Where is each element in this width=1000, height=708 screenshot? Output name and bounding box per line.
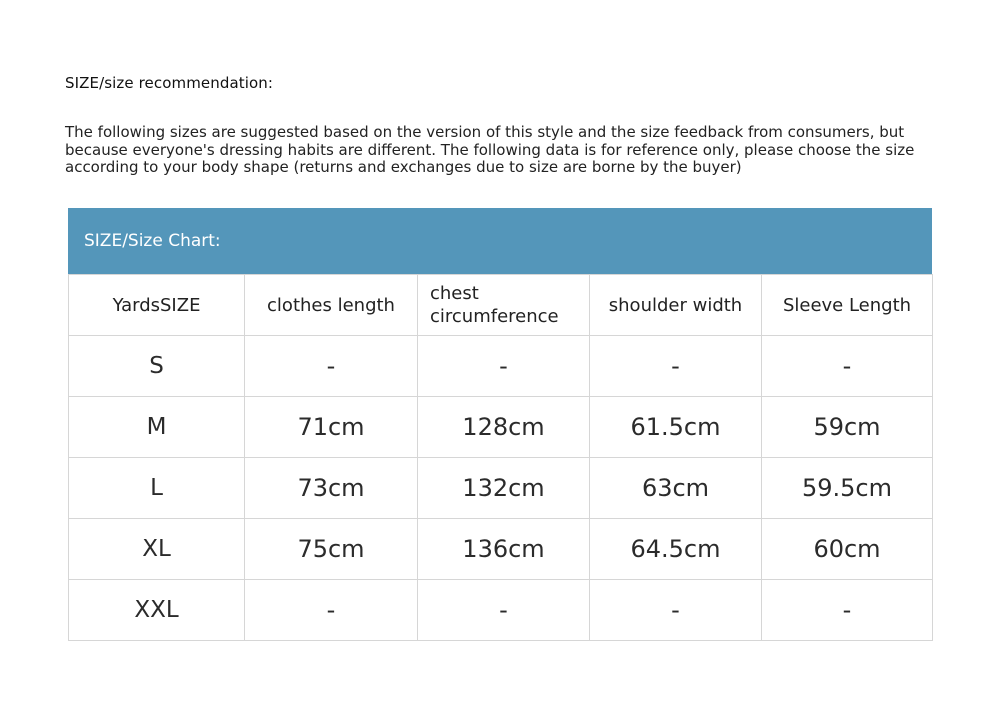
clothes-length-cell: 71cm xyxy=(245,397,418,458)
chest-cell: 136cm xyxy=(418,519,590,580)
size-cell: XL xyxy=(69,519,245,580)
shoulder-cell: 61.5cm xyxy=(590,397,762,458)
chest-cell: 128cm xyxy=(418,397,590,458)
chest-cell: - xyxy=(418,336,590,397)
clothes-length-cell: 75cm xyxy=(245,519,418,580)
sleeve-cell: 59.5cm xyxy=(762,458,933,519)
sleeve-cell: 59cm xyxy=(762,397,933,458)
header-size: YardsSIZE xyxy=(69,275,245,336)
size-cell: S xyxy=(69,336,245,397)
clothes-length-cell: - xyxy=(245,336,418,397)
table-row xyxy=(69,519,933,580)
shoulder-cell: 63cm xyxy=(590,458,762,519)
shoulder-cell: - xyxy=(590,336,762,397)
clothes-length-cell: - xyxy=(245,580,418,641)
table-header-row xyxy=(69,275,933,336)
size-chart xyxy=(68,208,932,641)
table-row xyxy=(69,397,933,458)
header-sleeve-length: Sleeve Length xyxy=(762,275,933,336)
sleeve-cell: - xyxy=(762,336,933,397)
size-cell: XXL xyxy=(69,580,245,641)
size-chart-title: SIZE/Size Chart: xyxy=(68,208,932,274)
size-cell: L xyxy=(69,458,245,519)
header-shoulder-width: shoulder width xyxy=(590,275,762,336)
header-chest-circumference: chest circumference xyxy=(418,275,590,336)
chest-cell: 132cm xyxy=(418,458,590,519)
chest-cell: - xyxy=(418,580,590,641)
size-table xyxy=(68,274,933,641)
page-title: SIZE/size recommendation: xyxy=(65,74,274,92)
shoulder-cell: 64.5cm xyxy=(590,519,762,580)
shoulder-cell: - xyxy=(590,580,762,641)
clothes-length-cell: 73cm xyxy=(245,458,418,519)
sleeve-cell: 60cm xyxy=(762,519,933,580)
sleeve-cell: - xyxy=(762,580,933,641)
table-row xyxy=(69,580,933,641)
table-row xyxy=(69,336,933,397)
table-row xyxy=(69,458,933,519)
size-cell: M xyxy=(69,397,245,458)
header-clothes-length: clothes length xyxy=(245,275,418,336)
size-disclaimer: The following sizes are suggested based on the version of this style and the size feedback from consumers, but because everyone's dressing habits are different. The following data is for reference only, please choose the size according to your body shape (returns and exchanges due to size are borne by the buyer) xyxy=(65,123,915,176)
